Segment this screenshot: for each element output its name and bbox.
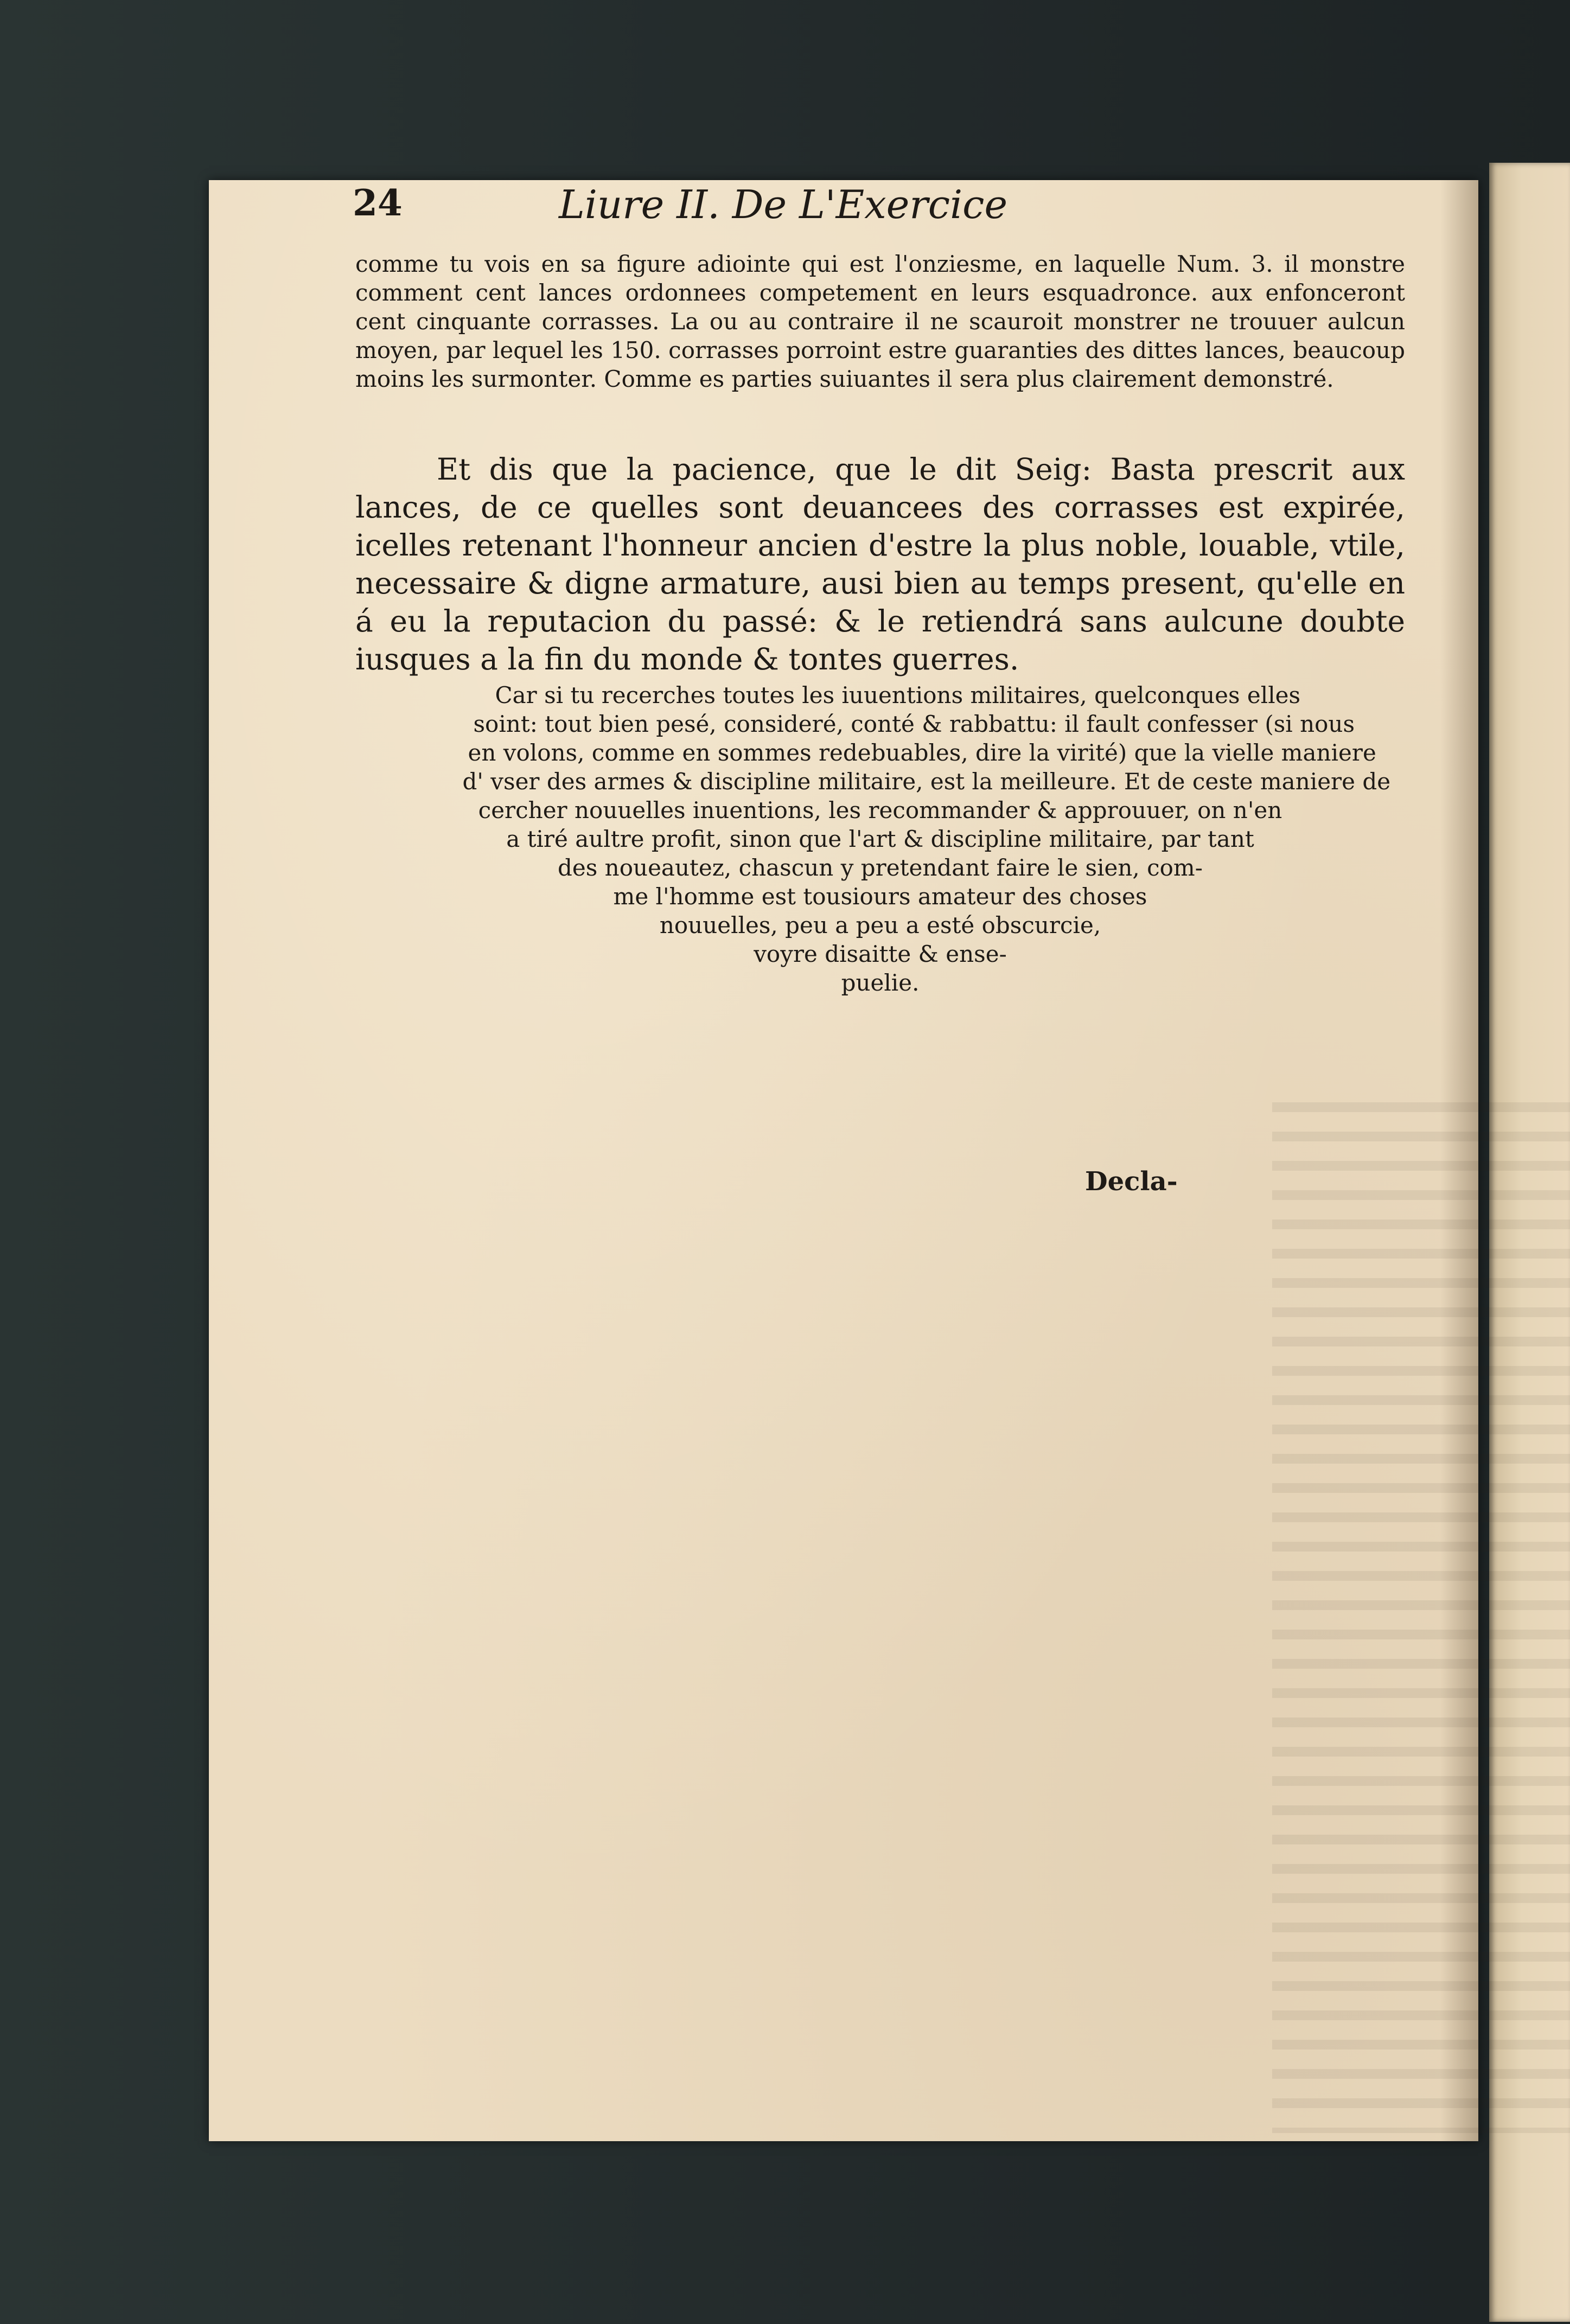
- catchword: Decla-: [1085, 1166, 1178, 1197]
- page-header: [353, 182, 1085, 241]
- tail-line: Car si tu recerches toutes les iuuentions militaires, quelconques elles: [495, 682, 1301, 708]
- tail-line: nouuelles, peu a peu a esté obscurcie,: [659, 912, 1101, 938]
- paragraph-small: comme tu vois en sa figure adiointe qui est l'onziesme, en laquelle Num. 3. il monstre comment cent lances ordonnees competement en leurs esquadronce. aux enfonceront cent cinquante corrasses. La ou au contraire il ne scauroit monstrer ne trouuer aulcun moyen, par lequel les 150. corrasses porroint estre guaranties des dittes lances, beaucoup moins les surmonter. Comme es parties suiuantes il sera plus clairement demonstré.: [355, 251, 1405, 392]
- tail-line: voyre disaitte & ense-: [754, 941, 1007, 967]
- paragraph-tail: [355, 681, 1405, 997]
- tail-line: puelie.: [841, 969, 920, 996]
- running-title: Liure II. De L'Exercice: [559, 182, 1008, 227]
- tail-line: a tiré aultre profit, sinon que l'art & discipline militaire, par tant: [506, 826, 1254, 852]
- show-through-text: [1272, 1102, 1570, 2133]
- page-number: 24: [353, 182, 403, 224]
- tail-line: me l'homme est tousiours amateur des choses: [613, 883, 1147, 910]
- tail-line: en volons, comme en sommes redebuables, dire la virité) que la vielle maniere: [468, 739, 1376, 766]
- paragraph-large: Et dis que la pacience, que le dit Seig: Basta prescrit aux lances, de ce quelles sont deuancees des corrasses est expirée, icelles retenant l'honneur ancien d'estre la plus noble, louable, vtile, necessaire & digne armature, ausi bien au temps present, qu'elle en á eu la reputacion du passé: & le retiendrá sans aulcune doubte iusques a la fin du monde & tontes guerres.: [355, 452, 1405, 676]
- tail-line: d' vser des armes & discipline militaire, est la meilleure. Et de ceste maniere de: [462, 768, 1391, 795]
- tail-line: des noueautez, chascun y pretendant faire le sien, com-: [558, 854, 1203, 881]
- tail-line: soint: tout bien pesé, consideré, conté & rabbattu: il fault confesser (si nous: [473, 711, 1355, 737]
- tail-line: cercher nouuelles inuentions, les recommander & approuuer, on n'en: [478, 797, 1282, 823]
